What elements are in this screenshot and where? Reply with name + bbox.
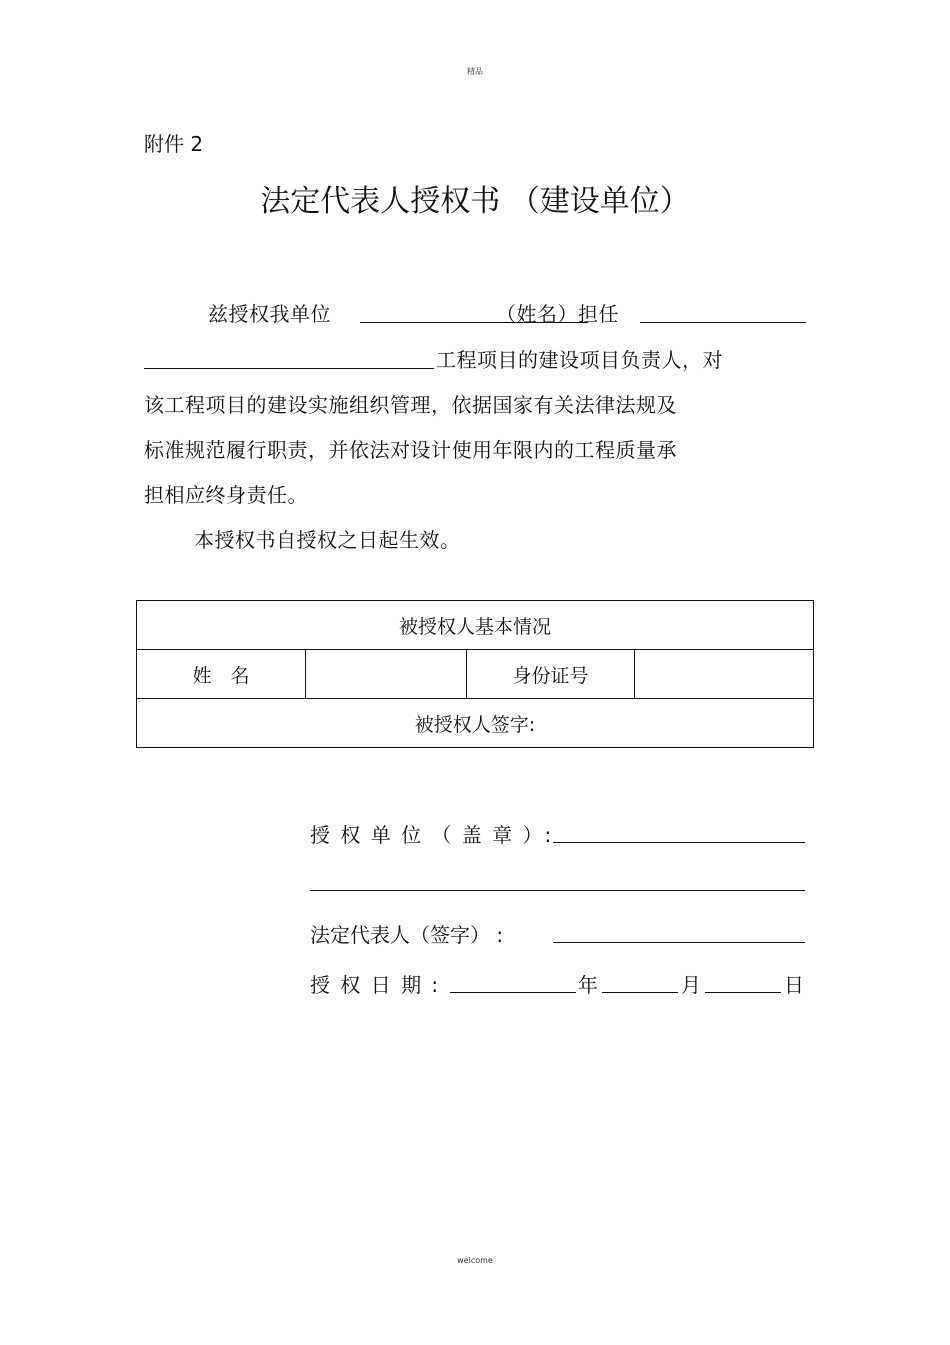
body-line1-prefix: 兹授权我单位 [208, 302, 331, 326]
signature-cell[interactable]: 被授权人签字: [137, 699, 814, 748]
body-line5: 担相应终身责任。 [144, 483, 308, 507]
month-line[interactable] [602, 992, 678, 993]
header-watermark: 精品 [467, 67, 483, 76]
project-blank-line[interactable] [144, 368, 434, 369]
name-value-cell[interactable] [306, 650, 467, 699]
year-line[interactable] [450, 992, 576, 993]
day-label: 日 [784, 973, 806, 997]
body-line2-suffix: 工程项目的建设项目负责人，对 [436, 348, 723, 372]
position-blank-line[interactable] [640, 322, 806, 323]
body-line3: 该工程项目的建设实施组织管理，依据国家有关法律法规及 [144, 393, 677, 417]
grantee-info-table [136, 600, 814, 748]
footer-watermark: welcome [457, 1256, 493, 1265]
attachment-label: 附件 2 [144, 132, 204, 156]
day-line[interactable] [705, 992, 781, 993]
document-title: 法定代表人授权书 （建设单位） [260, 184, 690, 219]
year-label: 年 [578, 973, 600, 997]
id-label-cell: 身份证号 [467, 650, 635, 699]
date-label: 授 权 日 期 : [310, 973, 441, 997]
month-label: 月 [681, 973, 703, 997]
authorizing-unit-line-2[interactable] [310, 890, 805, 891]
body-line4: 标准规范履行职责，并依法对设计使用年限内的工程质量承 [144, 438, 677, 462]
name-label-cell: 姓 名 [137, 650, 306, 699]
table-header: 被授权人基本情况 [137, 601, 814, 650]
authorizing-unit-line[interactable] [553, 842, 805, 843]
legal-rep-label: 法定代表人（签字） : [310, 923, 504, 947]
id-value-cell[interactable] [635, 650, 814, 699]
body-line6: 本授权书自授权之日起生效。 [194, 528, 461, 552]
authorizing-unit-label: 授 权 单 位 （ 盖 章 ）: [310, 823, 554, 847]
body-line1-name-hint: （姓名）担任 [496, 302, 619, 326]
legal-rep-line[interactable] [553, 942, 805, 943]
